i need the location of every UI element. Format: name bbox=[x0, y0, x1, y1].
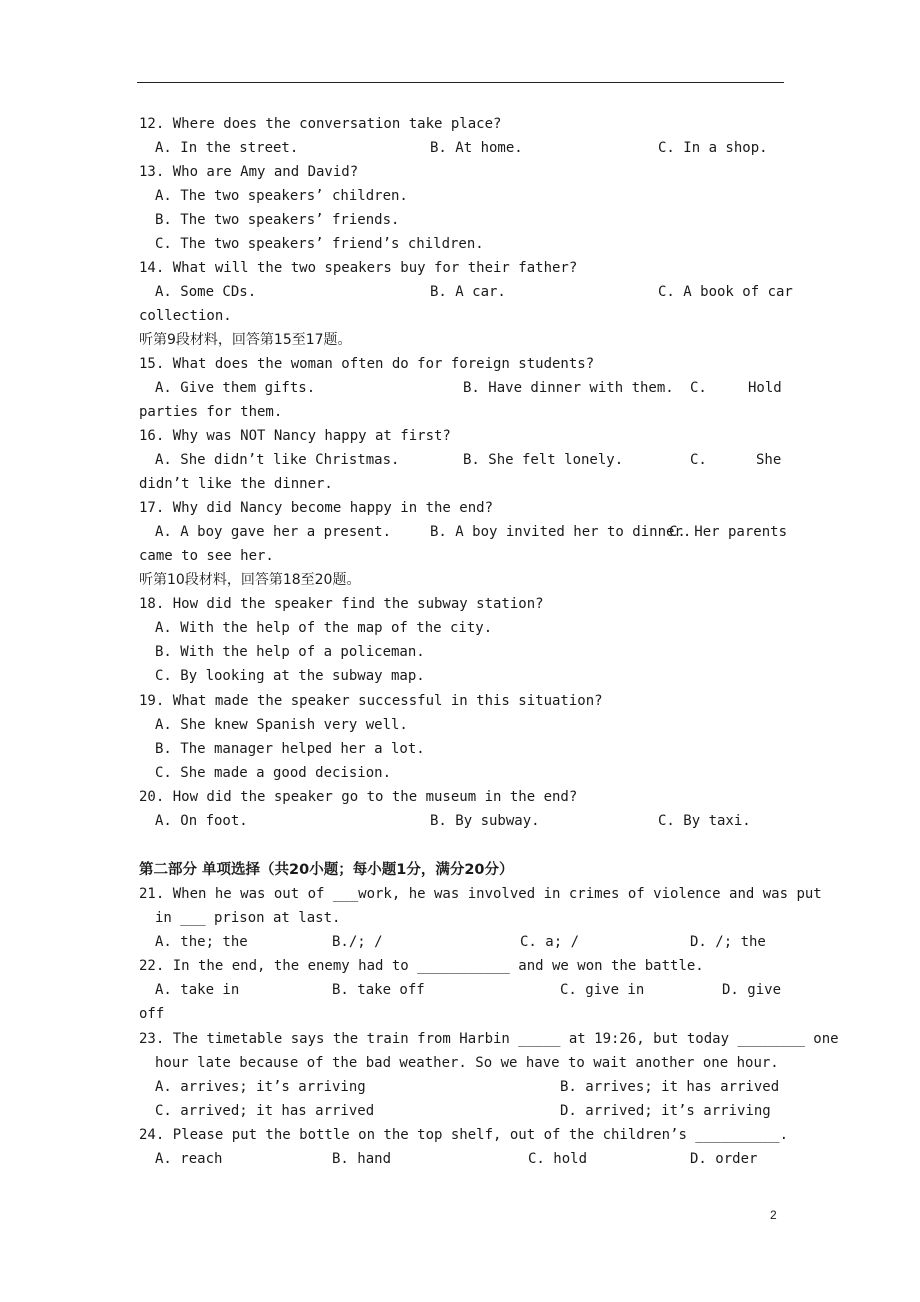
part-2-heading: 第二部分 单项选择（共20小题；每小题1分，满分20分） bbox=[139, 862, 514, 878]
q22-stem: 22. In the end, the enemy had to ___________ and we won the battle. bbox=[139, 958, 704, 974]
q22-option-b: B. take off bbox=[332, 982, 425, 998]
q12-option-b: B. At home. bbox=[430, 140, 523, 156]
q24-option-a: A. reach bbox=[155, 1151, 223, 1167]
q21-option-b: B./; / bbox=[332, 934, 383, 950]
q21-option-a: A. the; the bbox=[155, 934, 248, 950]
q20-option-c: C. By taxi. bbox=[658, 813, 751, 829]
q15-options bbox=[155, 376, 783, 400]
q12-option-c: C. In a shop. bbox=[658, 140, 768, 156]
q12-option-a: A. In the street. bbox=[155, 140, 299, 156]
q15-option-c-text: Hold bbox=[748, 380, 782, 396]
q17-option-a: A. A boy gave her a present. bbox=[155, 524, 392, 540]
q22-options bbox=[155, 978, 783, 1002]
q24-option-b: B. hand bbox=[332, 1151, 392, 1167]
q15-stem: 15. What does the woman often do for foreign students? bbox=[139, 356, 595, 372]
page-number: 2 bbox=[770, 1208, 777, 1222]
section-9-heading: 听第9段材料，回答第15至17题。 bbox=[139, 332, 352, 348]
header-rule bbox=[137, 82, 784, 83]
q15-option-b: B. Have dinner with them. bbox=[463, 380, 674, 396]
q21-stem-line-1: 21. When he was out of ___work, he was involved in crimes of violence and was put bbox=[139, 886, 822, 902]
q23-stem-line-2: hour late because of the bad weather. So we have to wait another one hour. bbox=[155, 1055, 779, 1071]
q18-stem: 18. How did the speaker find the subway station? bbox=[139, 596, 544, 612]
q13-option-c: C. The two speakers’ friend’s children. bbox=[155, 236, 484, 252]
q19-option-c: C. She made a good decision. bbox=[155, 765, 392, 781]
q16-options bbox=[155, 448, 783, 472]
q23-options-row-2 bbox=[155, 1099, 783, 1123]
q14-option-b: B. A car. bbox=[430, 284, 506, 300]
q21-option-d: D. /; the bbox=[690, 934, 766, 950]
q19-option-a: A. She knew Spanish very well. bbox=[155, 717, 408, 733]
q23-option-c: C. arrived; it has arrived bbox=[155, 1103, 375, 1119]
q17-option-b: B. A boy invited her to dinner. bbox=[430, 524, 692, 540]
q22-option-d: D. give bbox=[722, 982, 782, 998]
q13-option-a: A. The two speakers’ children. bbox=[155, 188, 408, 204]
q18-option-a: A. With the help of the map of the city. bbox=[155, 620, 493, 636]
q23-option-b: B. arrives; it has arrived bbox=[560, 1079, 780, 1095]
q19-option-b: B. The manager helped her a lot. bbox=[155, 741, 425, 757]
q16-stem: 16. Why was NOT Nancy happy at first? bbox=[139, 428, 451, 444]
q14-option-c: C. A book of car bbox=[658, 284, 793, 300]
q23-option-d: D. arrived; it’s arriving bbox=[560, 1103, 771, 1119]
q22-option-d-cont: off bbox=[139, 1006, 165, 1022]
q20-option-a: A. On foot. bbox=[155, 813, 248, 829]
q18-option-b: B. With the help of a policeman. bbox=[155, 644, 425, 660]
q24-stem: 24. Please put the bottle on the top shelf, out of the children’s __________. bbox=[139, 1127, 789, 1143]
q23-options-row-1 bbox=[155, 1075, 783, 1099]
q12-options bbox=[155, 136, 783, 160]
q19-stem: 19. What made the speaker successful in this situation? bbox=[139, 693, 603, 709]
q17-option-c: C. Her parents bbox=[669, 524, 788, 540]
q16-option-c-letter: C. bbox=[690, 452, 707, 468]
q18-option-c: C. By looking at the subway map. bbox=[155, 668, 425, 684]
section-10-heading: 听第10段材料，回答第18至20题。 bbox=[139, 572, 361, 588]
q15-option-c-letter: C. bbox=[690, 380, 707, 396]
q24-option-d: D. order bbox=[690, 1151, 758, 1167]
q23-stem-line-1: 23. The timetable says the train from Harbin _____ at 19:26, but today ________ one bbox=[139, 1031, 839, 1047]
q15-option-a: A. Give them gifts. bbox=[155, 380, 316, 396]
q12-stem: 12. Where does the conversation take place? bbox=[139, 116, 502, 132]
q17-options bbox=[155, 520, 788, 544]
q21-options bbox=[155, 930, 783, 954]
q22-option-c: C. give in bbox=[560, 982, 645, 998]
q21-option-c: C. a; / bbox=[520, 934, 580, 950]
q17-option-c-cont: came to see her. bbox=[139, 548, 274, 564]
q16-option-c-text: She bbox=[756, 452, 782, 468]
q16-option-a: A. She didn’t like Christmas. bbox=[155, 452, 400, 468]
q20-options bbox=[155, 809, 783, 833]
q16-option-b: B. She felt lonely. bbox=[463, 452, 624, 468]
q14-option-a: A. Some CDs. bbox=[155, 284, 257, 300]
q21-stem-line-2: in ___ prison at last. bbox=[155, 910, 341, 926]
q20-option-b: B. By subway. bbox=[430, 813, 540, 829]
q14-options bbox=[155, 280, 793, 304]
q16-option-c-cont: didn’t like the dinner. bbox=[139, 476, 333, 492]
q14-stem: 14. What will the two speakers buy for their father? bbox=[139, 260, 578, 276]
q23-option-a: A. arrives; it’s arriving bbox=[155, 1079, 366, 1095]
q17-stem: 17. Why did Nancy become happy in the end? bbox=[139, 500, 494, 516]
q14-option-c-cont: collection. bbox=[139, 308, 232, 324]
q24-option-c: C. hold bbox=[528, 1151, 588, 1167]
q20-stem: 20. How did the speaker go to the museum in the end? bbox=[139, 789, 578, 805]
q13-option-b: B. The two speakers’ friends. bbox=[155, 212, 400, 228]
q22-option-a: A. take in bbox=[155, 982, 240, 998]
q24-options bbox=[155, 1147, 783, 1171]
q13-stem: 13. Who are Amy and David? bbox=[139, 164, 359, 180]
q15-option-c-cont: parties for them. bbox=[139, 404, 283, 420]
